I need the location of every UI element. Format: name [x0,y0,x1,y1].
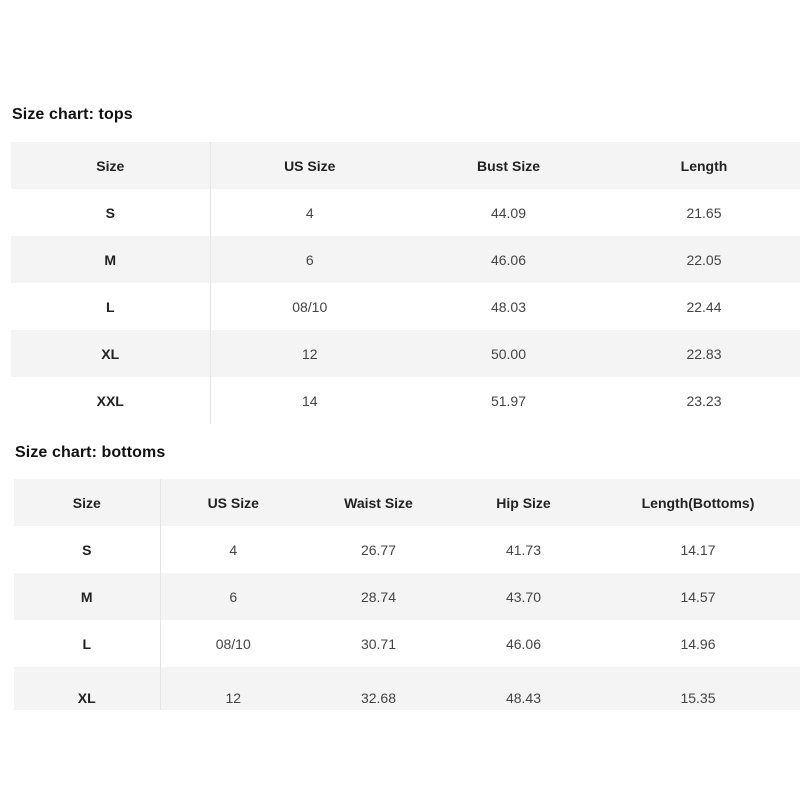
column-header-us-size: US Size [210,142,409,189]
us-size-cell: 12 [210,330,409,377]
us-size-cell: 08/10 [292,298,328,315]
bottoms-size-table [14,479,800,710]
column-header-size: Size [11,142,210,189]
length-bottoms-cell: 14.17 [680,541,716,558]
table-row [11,330,800,377]
table-row [14,620,800,667]
column-header-waist-size: Waist Size [306,479,451,526]
table-row [14,667,800,710]
hip-size-cell: 48.43 [451,667,596,710]
size-cell: XL [11,330,210,377]
column-header-length-bottoms: Length(Bottoms) [596,479,800,526]
length-cell: 23.23 [686,392,722,409]
us-size-cell: 14 [301,392,318,409]
table-row [11,283,800,330]
bust-size-cell: 46.06 [409,236,608,283]
table-row [11,189,800,236]
column-header-size: Size [14,479,160,526]
bottoms-size-chart-title: Size chart: bottoms [15,444,166,461]
length-cell: 22.83 [608,330,800,377]
length-bottoms-cell: 14.57 [596,573,800,620]
hip-size-cell: 41.73 [505,541,542,558]
table-row [11,377,800,424]
waist-size-cell: 30.71 [360,635,397,652]
size-cell: XXL [11,377,210,424]
table-header-row [11,142,800,189]
tops-size-chart-title: Size chart: tops [12,106,133,123]
waist-size-cell: 32.68 [306,667,451,710]
bust-size-cell: 50.00 [409,330,608,377]
table-row [14,573,800,620]
bust-size-cell: 44.09 [490,204,527,221]
column-header-hip-size: Hip Size [451,479,596,526]
column-header-us-size: US Size [160,479,306,526]
us-size-cell: 4 [229,541,238,558]
hip-size-cell: 43.70 [451,573,596,620]
size-cell: L [11,283,210,330]
size-cell: XL [14,667,160,710]
size-cell: M [11,236,210,283]
table-row [11,236,800,283]
waist-size-cell: 28.74 [306,573,451,620]
tops-size-table [11,142,800,424]
us-size-cell: 6 [160,573,306,620]
length-bottoms-cell: 15.35 [596,667,800,710]
column-header-bust-size: Bust Size [409,142,608,189]
size-cell: S [14,526,160,573]
length-bottoms-cell: 14.96 [680,635,716,652]
bust-size-cell: 48.03 [490,298,527,315]
length-cell: 22.44 [686,298,722,315]
table-header-row [14,479,800,526]
us-size-cell: 6 [210,236,409,283]
size-cell: L [14,620,160,667]
length-cell: 22.05 [608,236,800,283]
column-header-length: Length [608,142,800,189]
hip-size-cell: 46.06 [505,635,542,652]
us-size-cell: 4 [305,204,314,221]
size-cell: M [14,573,160,620]
length-cell: 21.65 [686,204,722,221]
waist-size-cell: 26.77 [360,541,397,558]
bust-size-cell: 51.97 [490,392,527,409]
size-cell: S [11,189,210,236]
table-row [14,526,800,573]
us-size-cell: 12 [160,667,306,710]
us-size-cell: 08/10 [215,635,251,652]
